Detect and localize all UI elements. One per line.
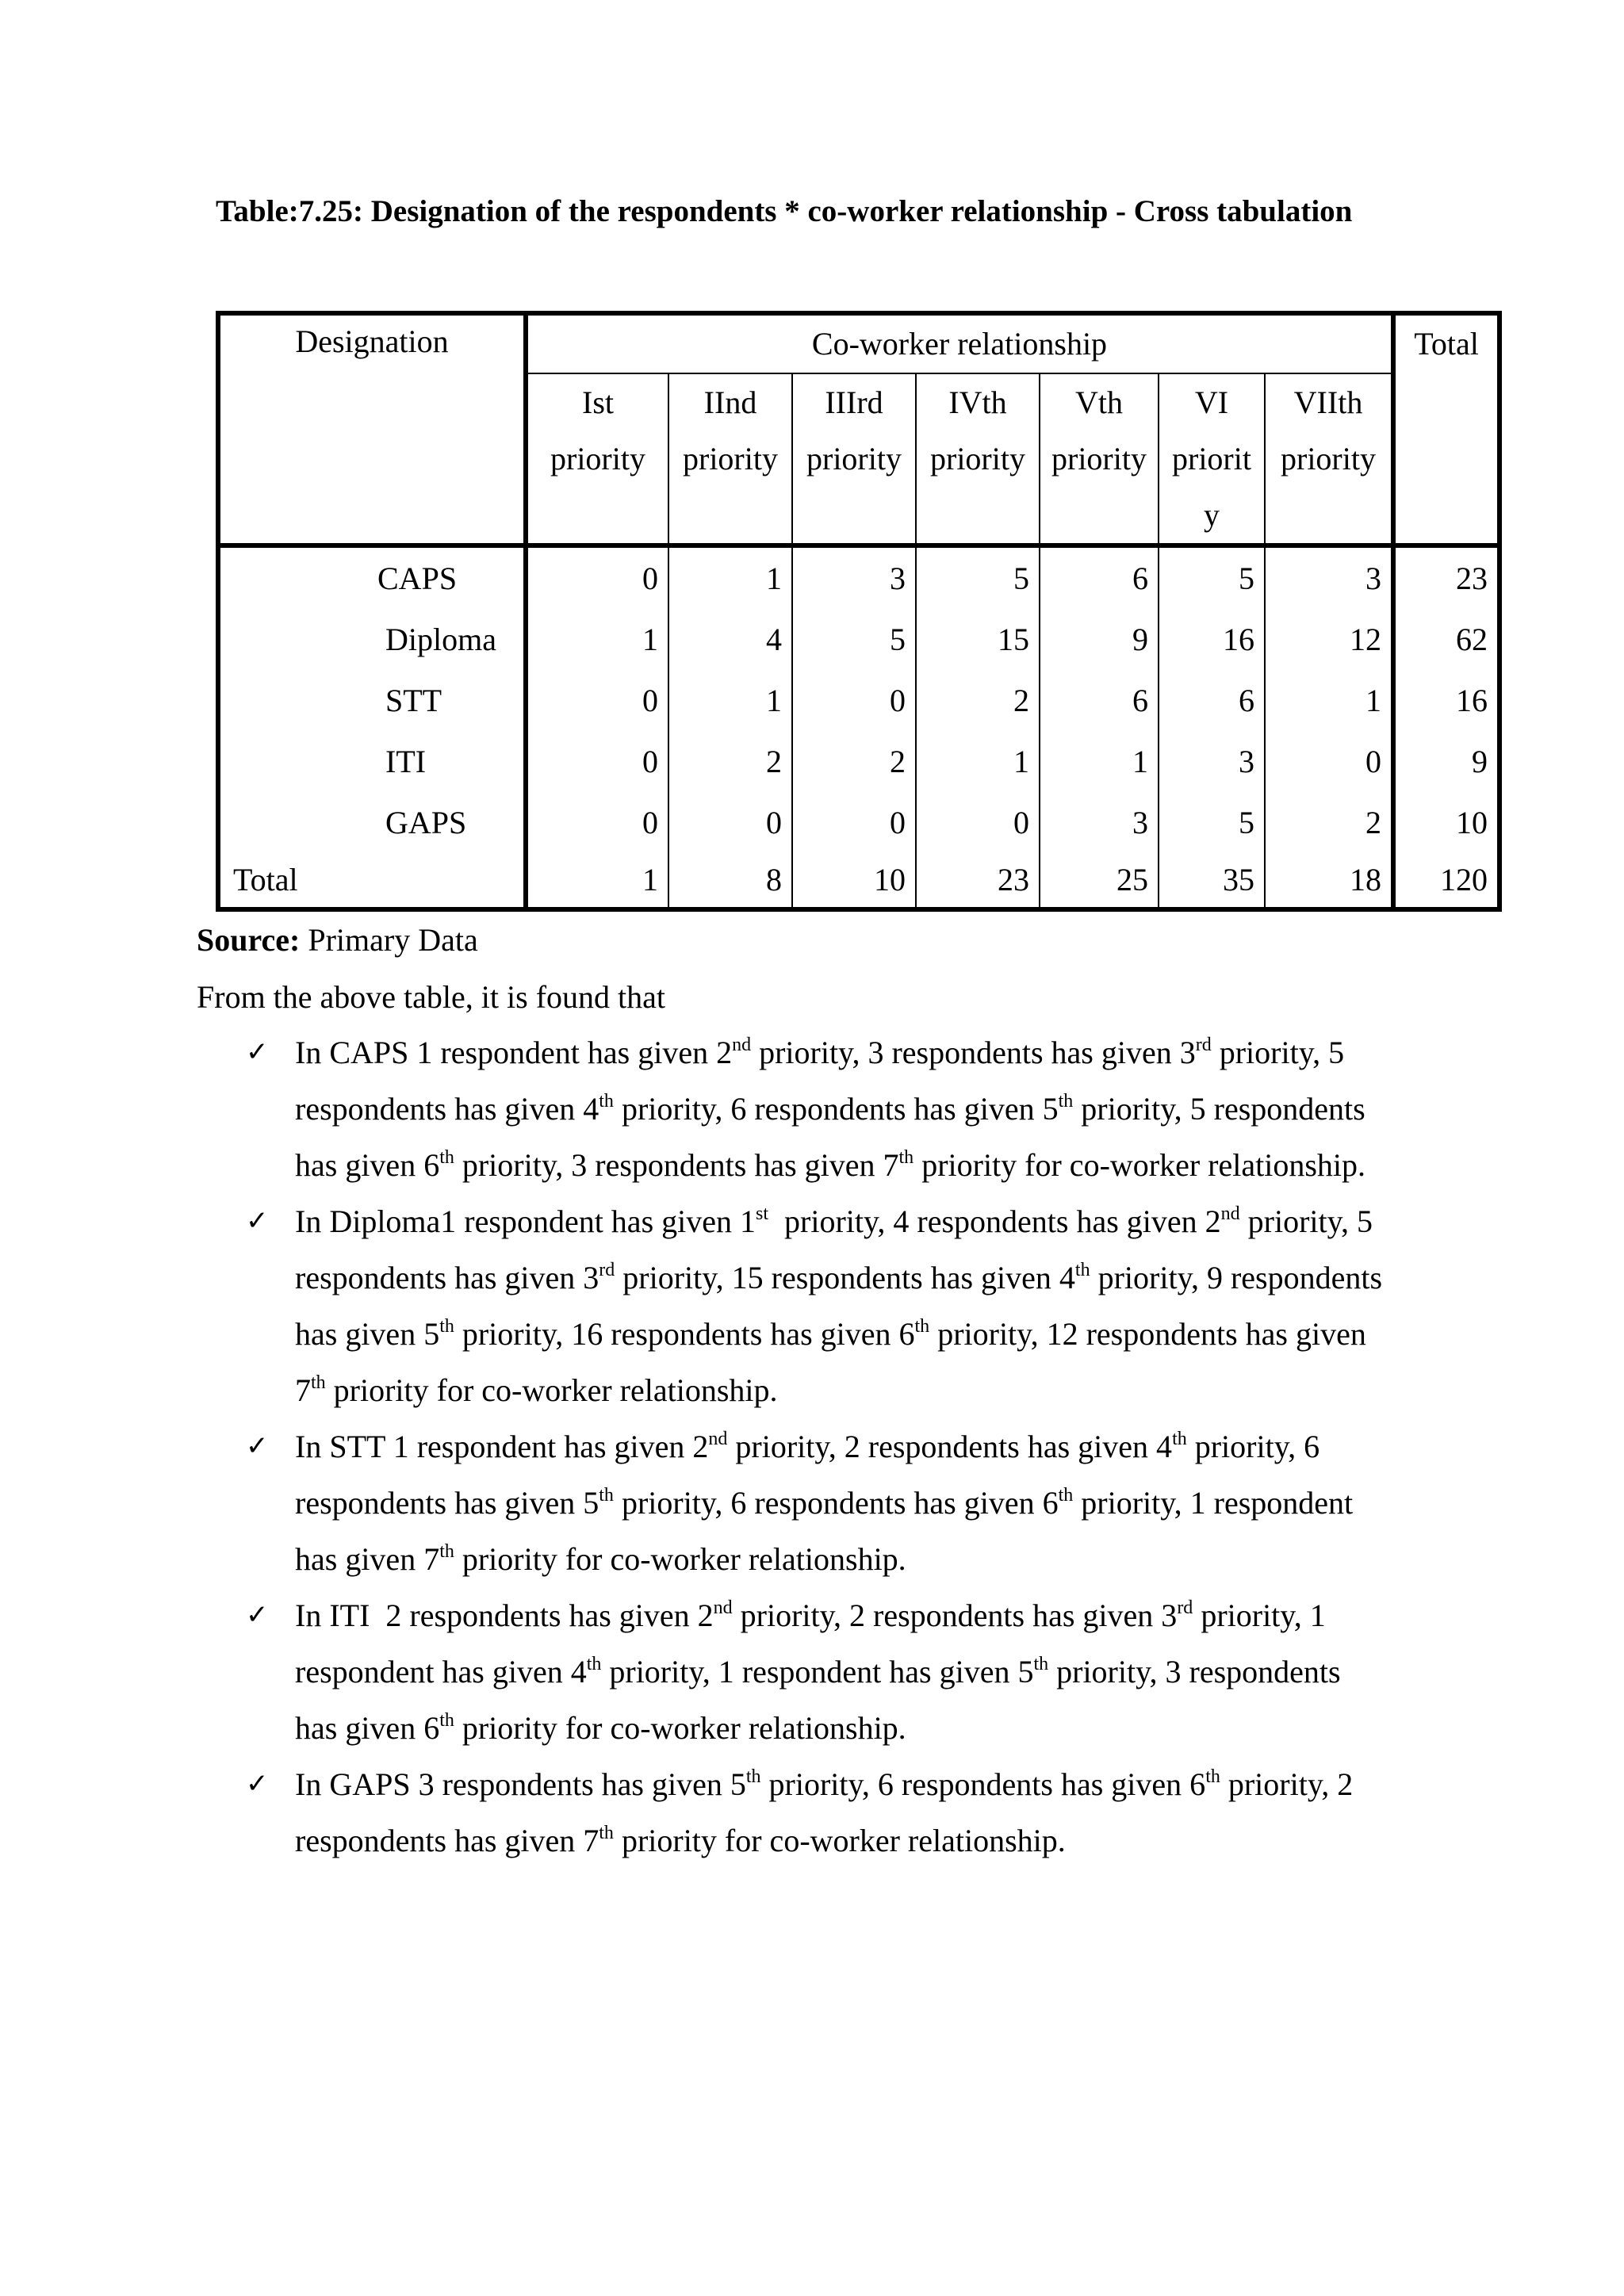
cross-tabulation-table	[216, 311, 1502, 912]
source-label: Source:	[197, 922, 301, 958]
row-total-cell: 120	[1393, 853, 1500, 909]
row-label: CAPS	[218, 545, 526, 609]
table-cell: 3	[792, 545, 916, 609]
table-cell: 8	[668, 853, 792, 909]
table-cell: 5	[1159, 792, 1265, 853]
table-cell: 3	[1265, 545, 1393, 609]
column-header-4	[916, 373, 1040, 545]
column-header-2	[668, 373, 792, 545]
table-cell: 0	[526, 545, 668, 609]
column-header-top: IIIrd	[825, 385, 883, 420]
column-header-bottom: priorit	[1172, 441, 1251, 476]
table-cell: 1	[1040, 731, 1159, 792]
table-cell: 0	[526, 731, 668, 792]
row-label: GAPS	[218, 792, 526, 853]
column-header-top: Vth	[1075, 385, 1123, 420]
finding-line: In Diploma1 respondent has given 1st priority, 4 respondents has given 2nd priority, 5	[295, 1203, 1373, 1239]
finding-line: has given 5th priority, 16 respondents has given 6th priority, 12 respondents has given	[295, 1316, 1366, 1352]
row-total-cell: 9	[1393, 731, 1500, 792]
finding-line: In GAPS 3 respondents has given 5th priority, 6 respondents has given 6th priority, 2	[295, 1766, 1354, 1802]
finding-line: has given 7th priority for co-worker relationship.	[295, 1541, 906, 1577]
table-cell: 2	[1265, 792, 1393, 853]
column-header-extra	[917, 487, 1039, 543]
designation-header: Designation	[295, 323, 449, 359]
table-row	[218, 609, 1500, 670]
table-cell: 4	[668, 609, 792, 670]
finding-item	[246, 1193, 1532, 1418]
table-cell: 2	[668, 731, 792, 792]
finding-item	[246, 1418, 1532, 1587]
column-header-3	[792, 373, 916, 545]
finding-line: respondent has given 4th priority, 1 respondent has given 5th priority, 3 respondents	[295, 1654, 1341, 1689]
column-header-bottom: priority	[1051, 441, 1147, 476]
table-cell: 3	[1159, 731, 1265, 792]
checkmark-icon: ✓	[246, 1599, 269, 1631]
table-cell: 6	[1040, 670, 1159, 731]
finding-item	[246, 1587, 1532, 1756]
table-cell: 1	[668, 545, 792, 609]
finding-line: respondents has given 5th priority, 6 respondents has given 6th priority, 1 respondent	[295, 1485, 1354, 1521]
column-header-top: IVth	[948, 385, 1007, 420]
checkmark-icon: ✓	[246, 1205, 269, 1237]
intro-text: From the above table, it is found that	[197, 979, 665, 1015]
table-cell: 1	[1265, 670, 1393, 731]
column-header-1	[526, 373, 668, 545]
row-label: Diploma	[218, 609, 526, 670]
findings-list	[246, 1024, 1532, 1869]
column-header-extra	[793, 487, 915, 543]
table-cell: 35	[1159, 853, 1265, 909]
total-column-header: Total	[1393, 313, 1500, 545]
column-header-extra: y	[1204, 497, 1220, 533]
column-header-top: VIIth	[1293, 385, 1363, 420]
column-header-bottom: priority	[683, 441, 778, 476]
table-cell: 1	[526, 853, 668, 909]
table-cell: 6	[1159, 670, 1265, 731]
table-caption: Table:7.25: Designation of the respondents * co-worker relationship - Cross tabulation	[216, 194, 1353, 228]
table-cell: 0	[916, 792, 1040, 853]
finding-line: respondents has given 4th priority, 6 respondents has given 5th priority, 5 respondents	[295, 1091, 1365, 1127]
finding-line: 7th priority for co-worker relationship.	[295, 1372, 778, 1408]
finding-line: respondents has given 3rd priority, 15 respondents has given 4th priority, 9 respondents	[295, 1260, 1383, 1295]
source-note	[197, 912, 478, 968]
column-header-extra	[669, 487, 791, 543]
co-worker-relationship-header: Co-worker relationship	[526, 313, 1393, 373]
checkmark-icon: ✓	[246, 1036, 269, 1068]
column-header-6	[1159, 373, 1265, 545]
finding-line: In ITI 2 respondents has given 2nd priority, 2 respondents has given 3rd priority, 1	[295, 1598, 1326, 1633]
column-header-top: Ist	[582, 385, 614, 420]
finding-line: has given 6th priority, 3 respondents has given 7th priority for co-worker relationship.	[295, 1147, 1366, 1183]
column-header-extra	[1040, 487, 1158, 543]
row-total-cell: 62	[1393, 609, 1500, 670]
table-row	[218, 545, 1500, 609]
table-cell: 5	[1159, 545, 1265, 609]
table-cell: 5	[792, 609, 916, 670]
table-cell: 0	[668, 792, 792, 853]
finding-item	[246, 1756, 1532, 1869]
row-label: ITI	[218, 731, 526, 792]
table-cell: 10	[792, 853, 916, 909]
column-header-bottom: priority	[1281, 441, 1376, 476]
total-row	[218, 853, 1500, 909]
finding-item	[246, 1024, 1532, 1193]
checkmark-icon: ✓	[246, 1768, 269, 1800]
finding-line: has given 6th priority for co-worker relationship.	[295, 1710, 906, 1746]
column-header-top: VI	[1194, 385, 1229, 420]
column-header-5	[1040, 373, 1159, 545]
finding-line: In CAPS 1 respondent has given 2nd priority, 3 respondents has given 3rd priority, 5	[295, 1035, 1345, 1070]
column-header-extra	[528, 487, 668, 543]
row-label: Total	[218, 853, 526, 909]
table-cell: 18	[1265, 853, 1393, 909]
table-row	[218, 670, 1500, 731]
source-text: Primary Data	[300, 922, 478, 958]
column-header-7	[1265, 373, 1393, 545]
table-cell: 25	[1040, 853, 1159, 909]
column-header-bottom: priority	[550, 441, 645, 476]
table-cell: 0	[792, 670, 916, 731]
table-cell: 16	[1159, 609, 1265, 670]
finding-line: In STT 1 respondent has given 2nd priority, 2 respondents has given 4th priority, 6	[295, 1429, 1320, 1464]
table-cell: 6	[1040, 545, 1159, 609]
table-cell: 1	[916, 731, 1040, 792]
column-header-bottom: priority	[806, 441, 902, 476]
table-cell: 1	[668, 670, 792, 731]
table-cell: 15	[916, 609, 1040, 670]
row-total-cell: 16	[1393, 670, 1500, 731]
table-cell: 0	[1265, 731, 1393, 792]
table-cell: 1	[526, 609, 668, 670]
column-header-top: IInd	[703, 385, 757, 420]
finding-line: respondents has given 7th priority for co-worker relationship.	[295, 1823, 1066, 1858]
table-cell: 0	[526, 670, 668, 731]
column-header-bottom: priority	[930, 441, 1025, 476]
table-row	[218, 731, 1500, 792]
table-cell: 23	[916, 853, 1040, 909]
table-cell: 0	[792, 792, 916, 853]
table-cell: 3	[1040, 792, 1159, 853]
row-label: STT	[218, 670, 526, 731]
table-cell: 2	[792, 731, 916, 792]
column-header-extra	[1266, 487, 1391, 543]
row-total-cell: 23	[1393, 545, 1500, 609]
table-cell: 5	[916, 545, 1040, 609]
table-row	[218, 792, 1500, 853]
table-cell: 12	[1265, 609, 1393, 670]
table-cell: 9	[1040, 609, 1159, 670]
designation-header-cell	[218, 313, 526, 545]
table-cell: 0	[526, 792, 668, 853]
table-cell: 2	[916, 670, 1040, 731]
row-total-cell: 10	[1393, 792, 1500, 853]
checkmark-icon: ✓	[246, 1430, 269, 1462]
